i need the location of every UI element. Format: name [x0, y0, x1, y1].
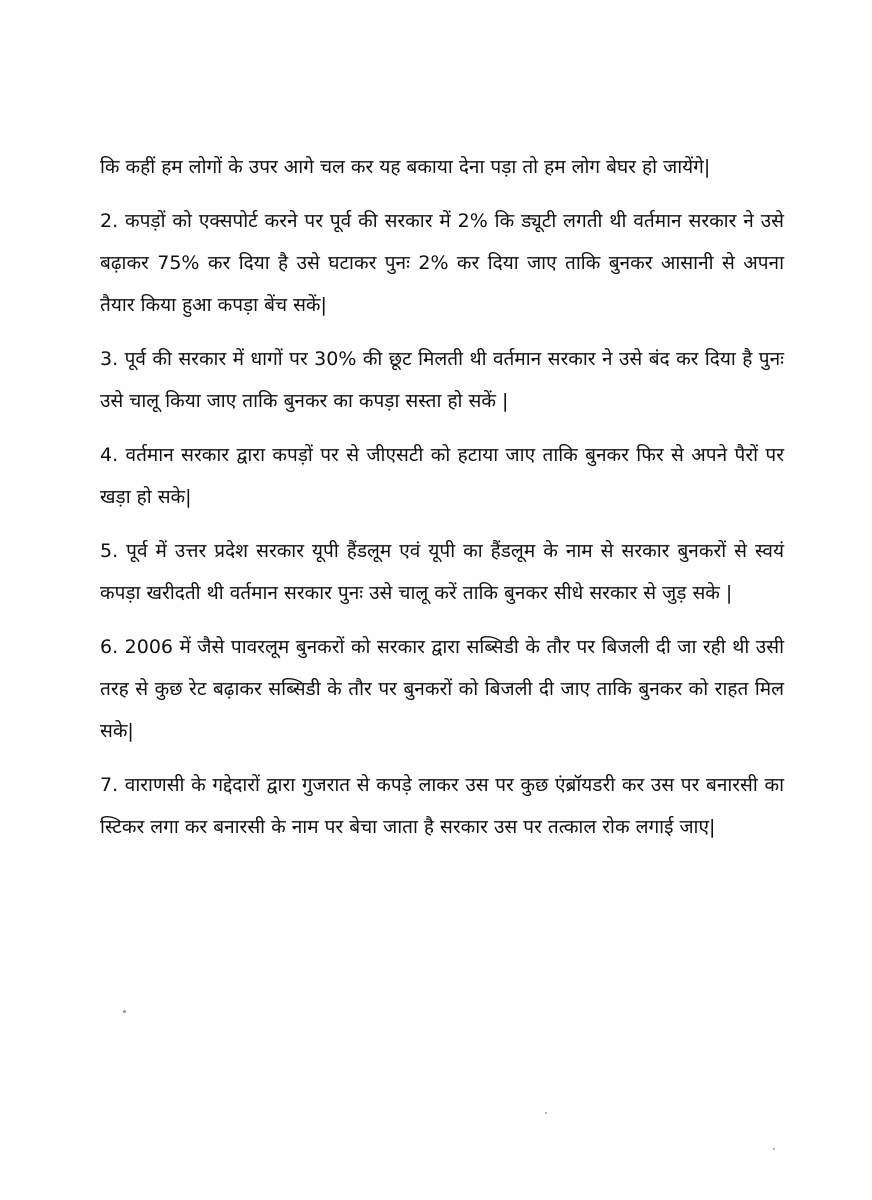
paragraph-point-7: 7. वाराणसी के गद्देदारों द्वारा गुजरात से कपड़े लाकर उस पर कुछ एंब्रॉयडरी कर उस पर बनारसी का स्टिकर लगा कर बनारसी के नाम पर बेचा जाता है सरकार उस पर तत्काल रोक लगाई जाए|	[100, 774, 784, 838]
scan-speck	[123, 1010, 126, 1013]
paragraph-point-2: 2. कपड़ों को एक्सपोर्ट करने पर पूर्व की सरकार में 2% कि ड्यूटी लगती थी वर्तमान सरकार ने उसे बढ़ाकर 75% कर दिया है उसे घटाकर पुनः 2% कर दिया जाए ताकि बुनकर आसानी से अपना तैयार किया हुआ कपड़ा बेंच सकें|	[100, 210, 784, 316]
paragraph-point-5: 5. पूर्व में उत्तर प्रदेश सरकार यूपी हैंडलूम एवं यूपी का हैंडलूम के नाम से सरकार बुनकरों से स्वयं कपड़ा खरीदती थी वर्तमान सरकार पुनः उसे चालू करें ताकि बुनकर सीधे सरकार से जुड़ सके |	[100, 540, 784, 604]
paragraph-point-3: 3. पूर्व की सरकार में धागों पर 30% की छूट मिलती थी वर्तमान सरकार ने उसे बंद कर दिया है पुनः उसे चालू किया जाए ताकि बुनकर का कपड़ा सस्ता हो सकें |	[100, 348, 784, 412]
paragraph-continuation: कि कहीं हम लोगों के उपर आगे चल कर यह बकाया देना पड़ा तो हम लोग बेघर हो जायेंगे|	[100, 156, 711, 178]
scan-speck	[545, 1112, 547, 1114]
scan-speck	[773, 1148, 775, 1150]
paragraph-point-6: 6. 2006 में जैसे पावरलूम बुनकरों को सरकार द्वारा सब्सिडी के तौर पर बिजली दी जा रही थी उसी तरह से कुछ रेट बढ़ाकर सब्सिडी के तौर पर बुनकरों को बिजली दी जाए ताकि बुनकर को राहत मिल सके|	[100, 636, 784, 742]
paragraph-point-4: 4. वर्तमान सरकार द्वारा कपड़ों पर से जीएसटी को हटाया जाए ताकि बुनकर फिर से अपने पैरों पर खड़ा हो सके|	[100, 444, 784, 508]
document-body	[100, 146, 784, 860]
